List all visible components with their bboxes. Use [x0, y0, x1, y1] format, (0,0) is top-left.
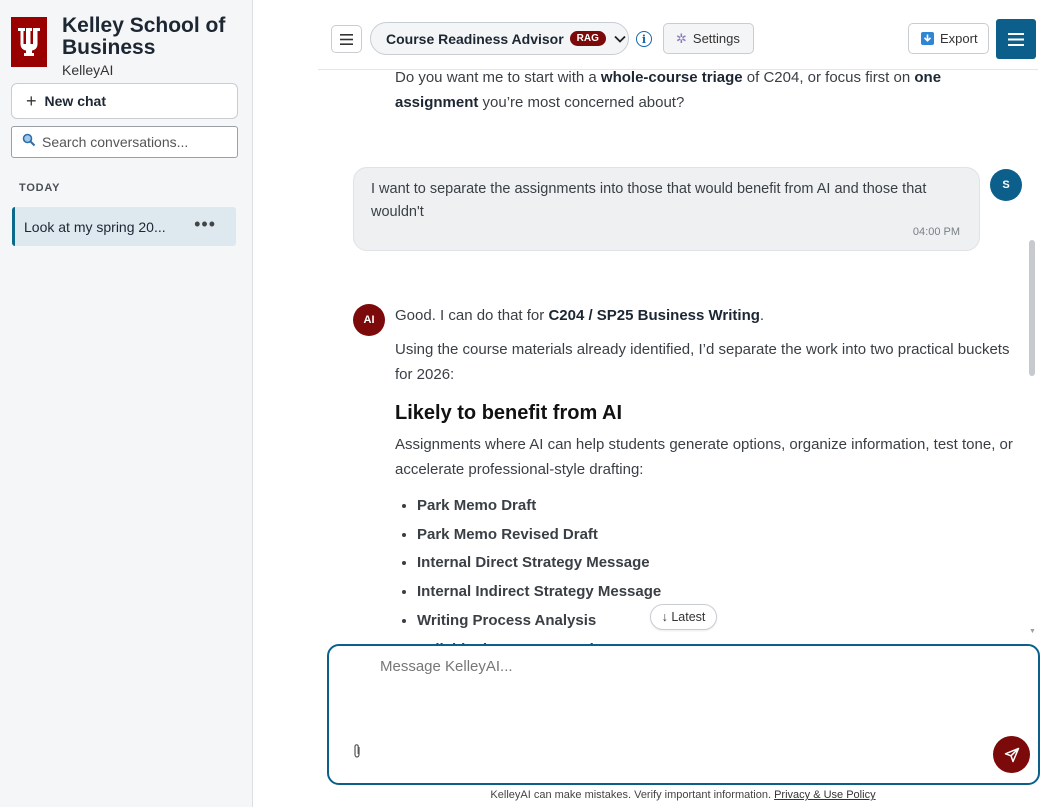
new-chat-label: New chat: [44, 93, 106, 109]
list-item: • Park Memo Draft: [417, 492, 1025, 521]
conversation-title: Look at my spring 20...: [24, 218, 166, 235]
user-message-text: I want to separate the assignments into those that would benefit from AI and those that wouldn't: [371, 181, 927, 220]
brand-name: Kelley School of Business: [62, 14, 226, 59]
search-box: [11, 126, 238, 158]
paperclip-icon[interactable]: [352, 743, 362, 764]
scrollbar-thumb[interactable]: [1029, 240, 1035, 376]
text: .: [759, 307, 765, 324]
user-message-bubble: [353, 167, 980, 251]
advisor-selector[interactable]: [370, 22, 629, 55]
export-label: Export: [940, 31, 978, 46]
iu-trident-logo-icon: [11, 17, 47, 67]
disclaimer-text: KelleyAI can make mistakes. Verify important information.: [490, 789, 775, 801]
chat-scrollbar[interactable]: [1029, 238, 1035, 638]
more-options-icon[interactable]: •••: [194, 214, 216, 234]
advisor-name: Course Readiness Advisor: [386, 30, 564, 47]
privacy-policy-link[interactable]: Privacy & Use Policy: [774, 789, 876, 801]
disclaimer-footer: [318, 789, 1048, 801]
topbar: [254, 0, 1062, 69]
main-menu-button[interactable]: [996, 19, 1036, 59]
send-button[interactable]: [993, 736, 1030, 773]
message-timestamp: 04:00 PM: [912, 226, 960, 238]
chat-transcript[interactable]: [318, 69, 1038, 639]
bold-text: whole-course triage: [600, 69, 743, 86]
bold-text: C204 / SP25 Business Writing: [548, 307, 760, 324]
hamburger-icon: [1008, 33, 1024, 46]
settings-button[interactable]: [663, 23, 754, 54]
assignment-list: [417, 492, 1025, 664]
jump-to-latest-button[interactable]: ↓ Latest: [650, 604, 717, 630]
sidebar: [0, 0, 253, 807]
assistant-message-intro: [395, 65, 975, 115]
download-icon: [921, 32, 934, 45]
assistant-avatar: AI: [353, 304, 385, 336]
info-icon[interactable]: i: [636, 31, 652, 47]
menu-icon: [340, 34, 353, 45]
rag-badge: RAG: [570, 31, 606, 46]
new-chat-button[interactable]: [11, 83, 238, 119]
chevron-down-icon: [614, 30, 626, 48]
section-label-today: TODAY: [19, 182, 61, 194]
paragraph: Assignments where AI can help students generate options, organize information, test tone, or accelerate professional-style drafting:: [395, 436, 1013, 478]
text: Do you want me to start with a: [395, 69, 601, 86]
bold-text: one assignment: [395, 69, 942, 111]
list-item: • Internal Direct Strategy Message: [417, 549, 1025, 578]
brand-text: [62, 15, 252, 78]
settings-label: Settings: [692, 31, 740, 46]
plus-icon: +: [26, 90, 37, 111]
search-input[interactable]: [42, 134, 222, 150]
text: Good. I can do that for: [395, 307, 549, 324]
scroll-down-arrow-icon[interactable]: ▼: [1029, 628, 1036, 635]
list-item: • Park Memo Revised Draft: [417, 521, 1025, 550]
section-heading: Likely to benefit from AI: [395, 402, 623, 424]
list-item: • Internal Indirect Strategy Message: [417, 578, 1025, 607]
conversation-item[interactable]: [12, 207, 236, 246]
list-item: • Writing Process Analysis: [417, 607, 1025, 636]
export-button[interactable]: [908, 23, 989, 54]
user-avatar: S: [990, 169, 1022, 201]
brand: [11, 14, 226, 78]
paragraph: [395, 303, 1025, 328]
text: of C204, or focus first on: [742, 69, 915, 86]
text: you’re most concerned about?: [478, 94, 685, 111]
send-icon: [1004, 747, 1020, 763]
search-icon: [22, 133, 36, 152]
gear-icon: ✲: [676, 30, 687, 46]
brand-subtitle: KelleyAI: [62, 62, 114, 78]
toggle-sidebar-button[interactable]: [331, 25, 362, 53]
paragraph: Using the course materials already identified, I’d separate the work into two practical buckets for 2026:: [395, 341, 1010, 383]
message-composer: [327, 644, 1040, 785]
message-input[interactable]: [380, 658, 980, 718]
